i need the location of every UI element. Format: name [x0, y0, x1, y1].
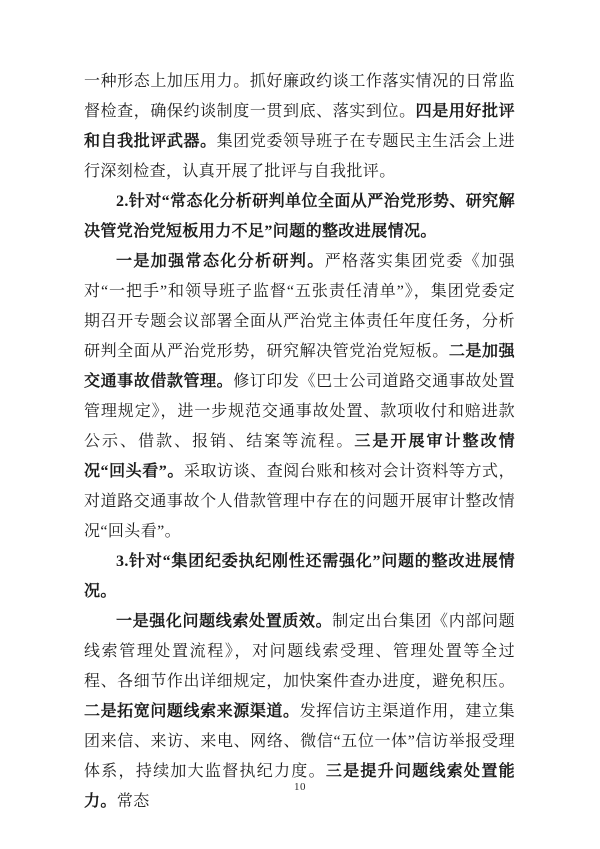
text-run-bold: 四是用好批评和自我批评武器。 — [84, 103, 515, 150]
text-run-bold: 一是强化问题线索处置质效。 — [116, 613, 333, 630]
text-run-bold: 二是拓宽问题线索来源渠道。 — [84, 703, 300, 720]
text-run: 常态 — [116, 793, 150, 810]
text-run: 严格落实集团党委《加强对“一把手”和领导班子监督“五张责任清单”》，集团党委定期召开专题会议部署全面从严治党主体责任年度任务，分析研判全面从严治党形势，研究解决管党治党短板。 — [84, 253, 515, 360]
text-run: 发挥信访主渠道作用，建立集团来信、来访、来电、网络、微信“五位一体”信访举报受理体系，持续加大监督执纪力度。 — [84, 703, 515, 780]
text-run-bold: 2.针对“常态化分析研判单位全面从严治党形势、研究解决管党治党短板用力不足”问题的整改进展情况。 — [84, 193, 515, 240]
page-number: 10 — [294, 781, 306, 793]
text-run-bold: 三是开展审计整改情况“回头看”。 — [84, 433, 515, 480]
text-run-bold: 一是加强常态化分析研判。 — [116, 253, 325, 270]
text-run-bold: 三是提升问题线索处置能力。 — [84, 763, 515, 810]
text-run: 修订印发《巴士公司道路交通事故处置管理规定》，进一步规范交通事故处置、款项收付和赔进款公示、借款、报销、结案等流程。 — [84, 373, 515, 450]
paragraph — [84, 187, 515, 247]
text-run: 一种形态上加压用力。抓好廉政约谈工作落实情况的日常监督检查，确保约谈制度一贯到底、落实到位。 — [84, 73, 515, 120]
text-run: 制定出台集团《内部问题线索管理处置流程》，对问题线索受理、管理处置等全过程、各细节作出详细规定，加快案件查办进度，避免积压。 — [84, 613, 515, 690]
paragraph — [84, 247, 515, 547]
document-body — [84, 67, 515, 817]
text-run-bold: 二是加强交通事故借款管理。 — [84, 343, 515, 390]
paragraph — [84, 67, 515, 187]
text-run-bold: 3.针对“集团纪委执纪刚性还需强化”问题的整改进展情况。 — [84, 553, 515, 600]
text-run: 集团党委领导班子在专题民主生活会上进行深刻检查，认真开展了批评与自我批评。 — [84, 133, 515, 180]
text-run: 采取访谈、查阅台账和核对会计资料等方式，对道路交通事故个人借款管理中存在的问题开展审计整改情况“回头看”。 — [84, 463, 515, 540]
paragraph — [84, 547, 515, 607]
